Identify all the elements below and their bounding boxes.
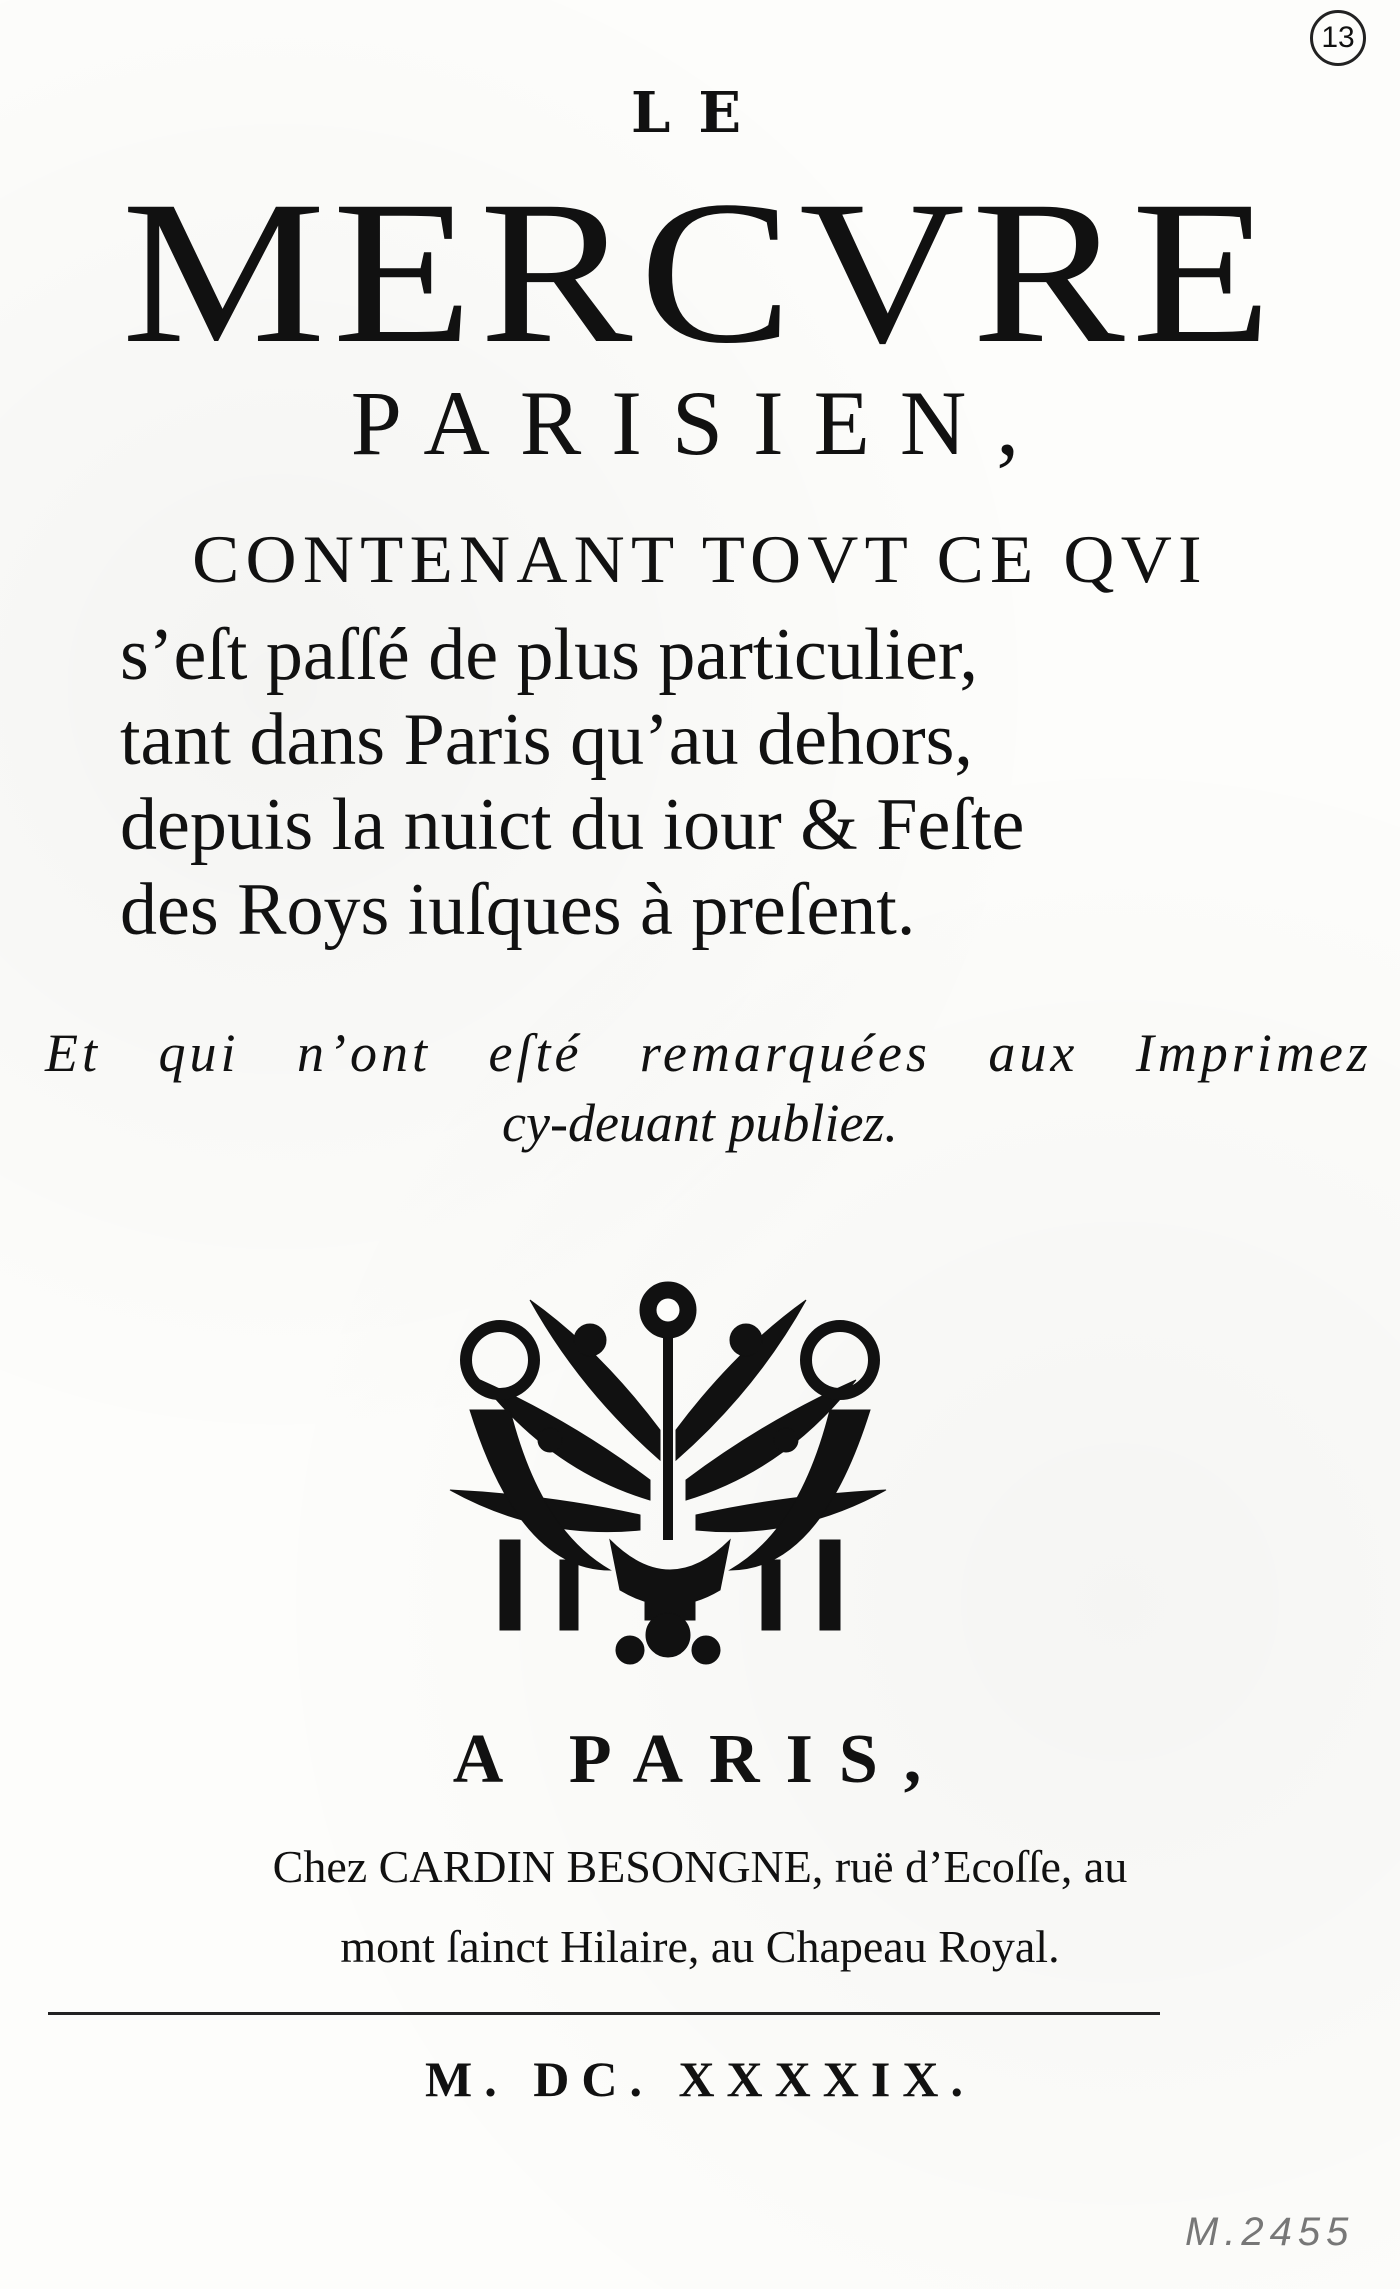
- shelfmark: M.2455: [1185, 2210, 1355, 2254]
- italic-note-line-2: cy-deuant publiez.: [502, 1093, 898, 1153]
- subtitle-line-3: depuis la nuict du iour & Feſte: [120, 784, 1025, 866]
- imprint-line-2: mont ſainct Hilaire, au Chapeau Royal.: [340, 1921, 1060, 1972]
- folio-number: 13: [1310, 10, 1366, 66]
- imprint-place: A PARIS,: [452, 1721, 948, 1798]
- subtitle-heading: CONTENANT TOVT CE QVI: [192, 521, 1208, 597]
- subtitle-line-1: s’eſt paſſé de plus particulier,: [120, 614, 979, 696]
- imprint-line-1: Chez CARDIN BESONGNE, ruë d’Ecoſſe, au: [272, 1841, 1128, 1892]
- fleuron-ornament-icon: [410, 1240, 930, 1680]
- divider-rule: [48, 2012, 1160, 2015]
- subtitle-line-2: tant dans Paris qu’au dehors,: [120, 699, 973, 781]
- publication-date: M. DC. XXXXIX.: [425, 2051, 975, 2107]
- title-parisien: PARISIEN,: [350, 372, 1050, 474]
- title-le: LE: [630, 80, 770, 146]
- italic-note-line-1: Et qui n’ont eſté remarquées aux Imprimez: [45, 1023, 1372, 1083]
- subtitle-line-4: des Roys iuſques à preſent.: [120, 869, 916, 951]
- title-mercure: MERCVRE: [121, 159, 1279, 386]
